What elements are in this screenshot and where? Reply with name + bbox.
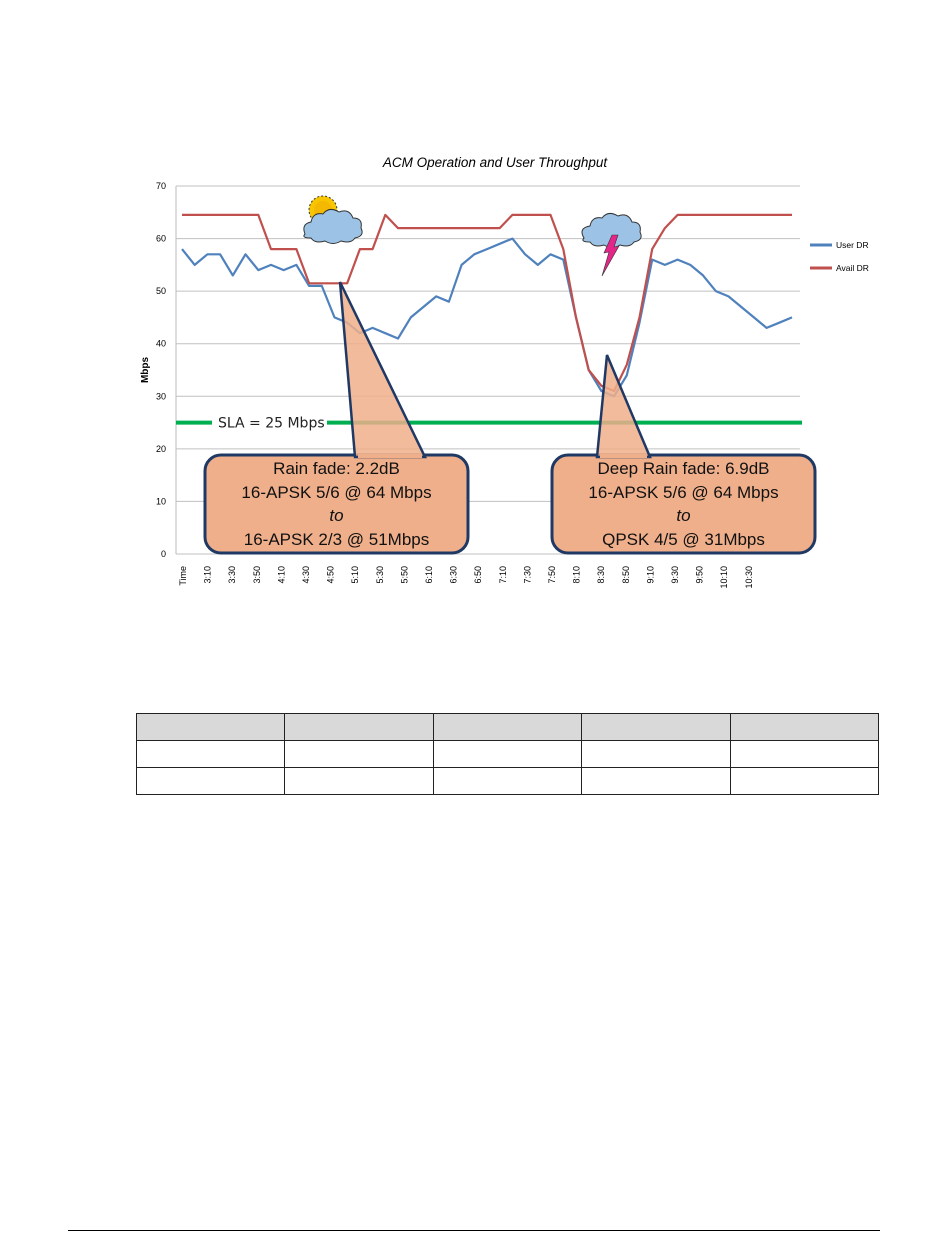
x-tick-label: 4:30: [301, 566, 311, 584]
legend-label: Avail DR: [836, 263, 869, 273]
table-cell: [582, 768, 730, 795]
footer-rule: [68, 1230, 880, 1231]
table-cell: [582, 741, 730, 768]
y-tick-label: 30: [155, 391, 166, 402]
table-cell: [433, 714, 581, 741]
callout-line: Rain fade: 2.2dB: [273, 459, 400, 478]
legend-label: User DR: [836, 240, 869, 250]
x-tick-label: 10:30: [743, 566, 754, 589]
empty-table: [136, 713, 879, 795]
x-tick-label: Time: [178, 566, 188, 586]
table-row: [137, 768, 879, 795]
x-tick-label: 7:30: [522, 566, 533, 584]
table-cell: [433, 768, 581, 795]
x-tick-label: 6:30: [448, 566, 459, 584]
y-tick-label: 40: [155, 338, 166, 349]
storm-cloud-lightning-icon: [582, 213, 641, 276]
y-tick-label: 0: [160, 549, 166, 559]
series-line-avail-dr: [182, 215, 792, 391]
deep-rain-fade-callout-text: [552, 457, 815, 551]
x-tick-label: 7:50: [547, 566, 557, 584]
table-cell: [730, 768, 878, 795]
callout-line: to: [676, 506, 691, 525]
x-tick-label: 10:10: [719, 566, 730, 589]
y-tick-label: 10: [155, 496, 166, 507]
table-cell: [285, 714, 433, 741]
y-tick-label: 50: [155, 286, 166, 297]
series-line-user-dr: [182, 239, 792, 397]
table-cell: [137, 768, 285, 795]
x-tick-label: 4:10: [276, 566, 287, 584]
table-cell: [137, 714, 285, 741]
table-row: [137, 741, 879, 768]
x-tick-label: 7:10: [497, 566, 508, 584]
x-tick-label: 9:10: [645, 566, 656, 584]
callout-line: 16-APSK 5/6 @ 64 Mbps: [588, 482, 779, 502]
callout-line: Deep Rain fade: 6.9dB: [597, 459, 770, 478]
callout-line: QPSK 4/5 @ 31Mbps: [602, 529, 765, 549]
table-cell: [433, 741, 581, 768]
table-cell: [730, 714, 878, 741]
x-tick-label: 5:50: [399, 566, 410, 584]
table-cell: [285, 741, 433, 768]
table-cell: [730, 741, 878, 768]
chart-title: ACM Operation and User Throughput: [382, 155, 608, 170]
table-cell: [137, 741, 285, 768]
callout-line: 16-APSK 5/6 @ 64 Mbps: [241, 482, 432, 502]
table-header-row: [137, 714, 879, 741]
sla-label: SLA = 25 Mbps: [218, 415, 325, 432]
sun-behind-cloud-icon: [304, 196, 362, 244]
x-tick-label: 8:30: [596, 566, 607, 584]
x-tick-label: 3:10: [202, 566, 213, 584]
callout-line: 16-APSK 2/3 @ 51Mbps: [243, 529, 430, 549]
y-axis-label: Mbps: [140, 356, 151, 384]
table-cell: [582, 714, 730, 741]
x-tick-label: 6:50: [473, 566, 484, 584]
table-cell: [285, 768, 433, 795]
x-tick-label: 8:50: [620, 566, 631, 584]
callout-pointer: [340, 282, 425, 457]
y-tick-label: 60: [155, 233, 166, 244]
x-tick-label: 9:50: [694, 566, 705, 584]
x-tick-label: 3:30: [227, 566, 238, 584]
x-tick-label: 4:50: [325, 566, 336, 584]
x-tick-label: 9:30: [670, 566, 680, 584]
x-tick-label: 5:30: [374, 566, 385, 584]
y-tick-label: 70: [155, 181, 166, 191]
rain-fade-callout-text: [205, 457, 468, 551]
x-tick-label: 6:10: [424, 566, 434, 584]
y-tick-label: 20: [155, 443, 166, 454]
x-tick-label: 5:10: [350, 566, 361, 584]
x-tick-label: 3:50: [251, 566, 262, 584]
callout-line: to: [329, 506, 344, 525]
x-tick-label: 8:10: [571, 566, 582, 584]
